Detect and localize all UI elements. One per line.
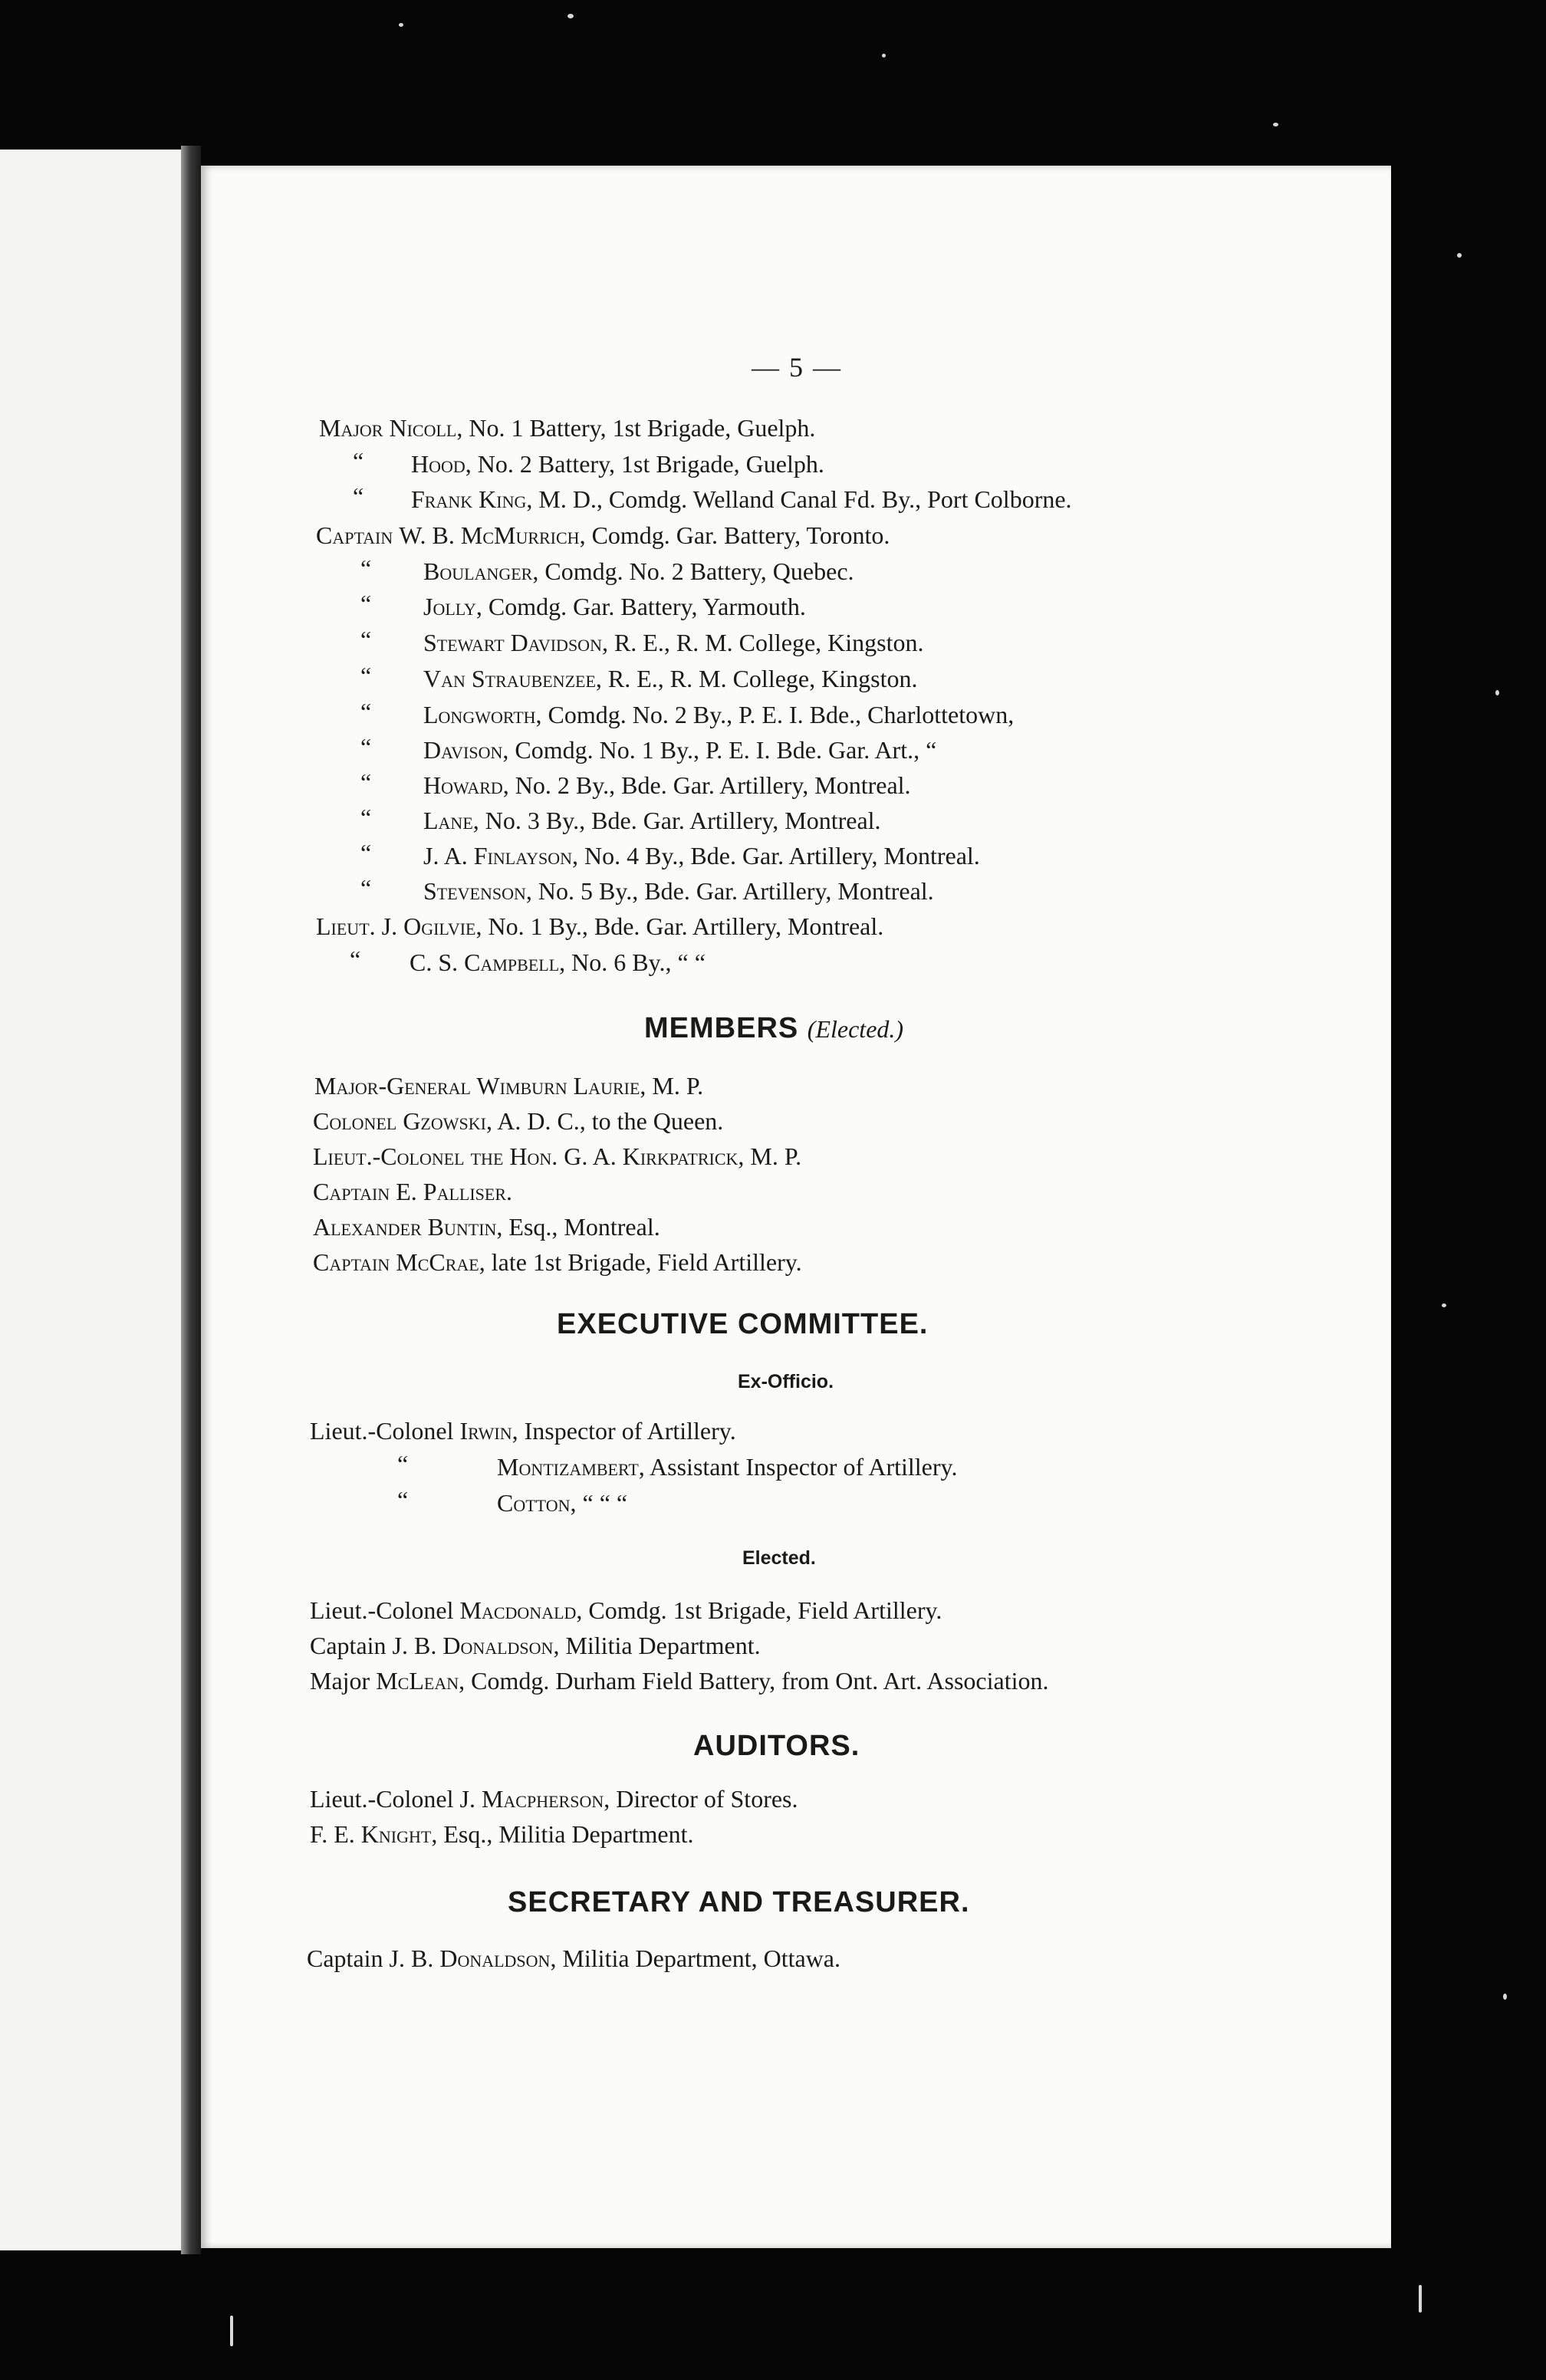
scan-speck (1442, 1303, 1446, 1307)
committee-line: Lieut.-Colonel Macdonald, Comdg. 1st Brigade, Field Artillery. (310, 1596, 942, 1624)
officer-line: Hood, No. 2 Battery, 1st Brigade, Guelph. (411, 450, 824, 478)
committee-line: Montizambert, Assistant Inspector of Artillery. (497, 1453, 958, 1481)
ditto-mark: “ (360, 698, 372, 725)
scan-speck (1457, 253, 1462, 258)
officer-line: Boulanger, Comdg. No. 2 Battery, Quebec. (423, 557, 854, 585)
committee-line: Captain J. B. Donaldson, Militia Department. (310, 1632, 761, 1659)
ditto-mark: “ (360, 554, 372, 582)
officer-line: C. S. Campbell, No. 6 By., “ “ (410, 948, 706, 976)
member-line: Colonel Gzowski, A. D. C., to the Queen. (313, 1107, 724, 1135)
scan-speck (1495, 690, 1499, 695)
ditto-mark: “ (360, 626, 372, 653)
executive-committee-heading: EXECUTIVE COMMITTEE. (557, 1308, 929, 1340)
member-line: Major-General Wimburn Laurie, M. P. (314, 1072, 704, 1100)
officer-line: Longworth, Comdg. No. 2 By., P. E. I. Bde., Charlottetown, (423, 701, 1015, 728)
ditto-mark: “ (360, 804, 372, 831)
ditto-mark: “ (360, 839, 372, 866)
ditto-mark: “ (397, 1486, 409, 1514)
committee-line: Lieut.-Colonel Irwin, Inspector of Artillery. (310, 1417, 736, 1445)
scan-speck (882, 54, 886, 58)
ditto-mark: “ (353, 482, 364, 510)
scan-speck (1419, 2285, 1422, 2313)
auditor-line: F. E. Knight, Esq., Militia Department. (310, 1820, 694, 1848)
scan-speck (399, 23, 403, 27)
member-line: Lieut.-Colonel the Hon. G. A. Kirkpatrick, M. P. (313, 1142, 802, 1170)
scan-speck (567, 14, 574, 18)
officer-line: Davison, Comdg. No. 1 By., P. E. I. Bde. Gar. Art., “ (423, 736, 937, 764)
officer-line: Lieut. J. Ogilvie, No. 1 By., Bde. Gar. Artillery, Montreal. (316, 912, 884, 940)
document-page (201, 166, 1391, 2248)
ditto-mark: “ (360, 768, 372, 796)
elected-heading: Elected. (742, 1547, 816, 1569)
ditto-mark: “ (360, 662, 372, 689)
ditto-mark: “ (353, 447, 364, 475)
ditto-mark: “ (360, 590, 372, 617)
officer-line: Van Straubenzee, R. E., R. M. College, Kingston. (423, 665, 918, 692)
officer-line: Frank King, M. D., Comdg. Welland Canal Fd. By., Port Colborne. (411, 485, 1072, 513)
ditto-mark: “ (360, 874, 372, 902)
officer-line: Stevenson, No. 5 By., Bde. Gar. Artillery, Montreal. (423, 877, 934, 905)
officer-line: Stewart Davidson, R. E., R. M. College, Kingston. (423, 629, 924, 656)
officer-line: Major Nicoll, No. 1 Battery, 1st Brigade, Guelph. (319, 414, 816, 442)
officer-line: Jolly, Comdg. Gar. Battery, Yarmouth. (423, 593, 806, 620)
officer-line: Lane, No. 3 By., Bde. Gar. Artillery, Montreal. (423, 807, 881, 834)
member-line: Alexander Buntin, Esq., Montreal. (313, 1213, 660, 1241)
member-line: Captain E. Palliser. (313, 1178, 513, 1205)
ditto-mark: “ (350, 945, 361, 973)
officer-line: Howard, No. 2 By., Bde. Gar. Artillery, Montreal. (423, 771, 911, 799)
committee-line: Cotton, “ “ “ (497, 1489, 628, 1517)
scan-speck (1273, 123, 1278, 127)
scan-speck (230, 2316, 233, 2346)
members-heading: MEMBERS (Elected.) (644, 1012, 904, 1044)
scan-speck (1503, 1994, 1507, 2000)
page-number: — 5 — (752, 352, 842, 383)
ex-officio-heading: Ex-Officio. (738, 1371, 834, 1392)
officer-line: J. A. Finlayson, No. 4 By., Bde. Gar. Artillery, Montreal. (423, 842, 980, 869)
book-gutter (181, 146, 201, 2254)
secretary-line: Captain J. B. Donaldson, Militia Department, Ottawa. (307, 1944, 840, 1972)
ditto-mark: “ (397, 1450, 409, 1478)
ditto-mark: “ (360, 733, 372, 761)
auditor-line: Lieut.-Colonel J. Macpherson, Director of Stores. (310, 1785, 798, 1813)
facing-page-edge (0, 150, 189, 2250)
officer-line: Captain W. B. McMurrich, Comdg. Gar. Battery, Toronto. (316, 521, 890, 549)
committee-line: Major McLean, Comdg. Durham Field Battery, from Ont. Art. Association. (310, 1667, 1049, 1695)
auditors-heading: AUDITORS. (693, 1730, 860, 1762)
member-line: Captain McCrae, late 1st Brigade, Field Artillery. (313, 1248, 802, 1276)
secretary-treasurer-heading: SECRETARY AND TREASURER. (508, 1886, 970, 1918)
